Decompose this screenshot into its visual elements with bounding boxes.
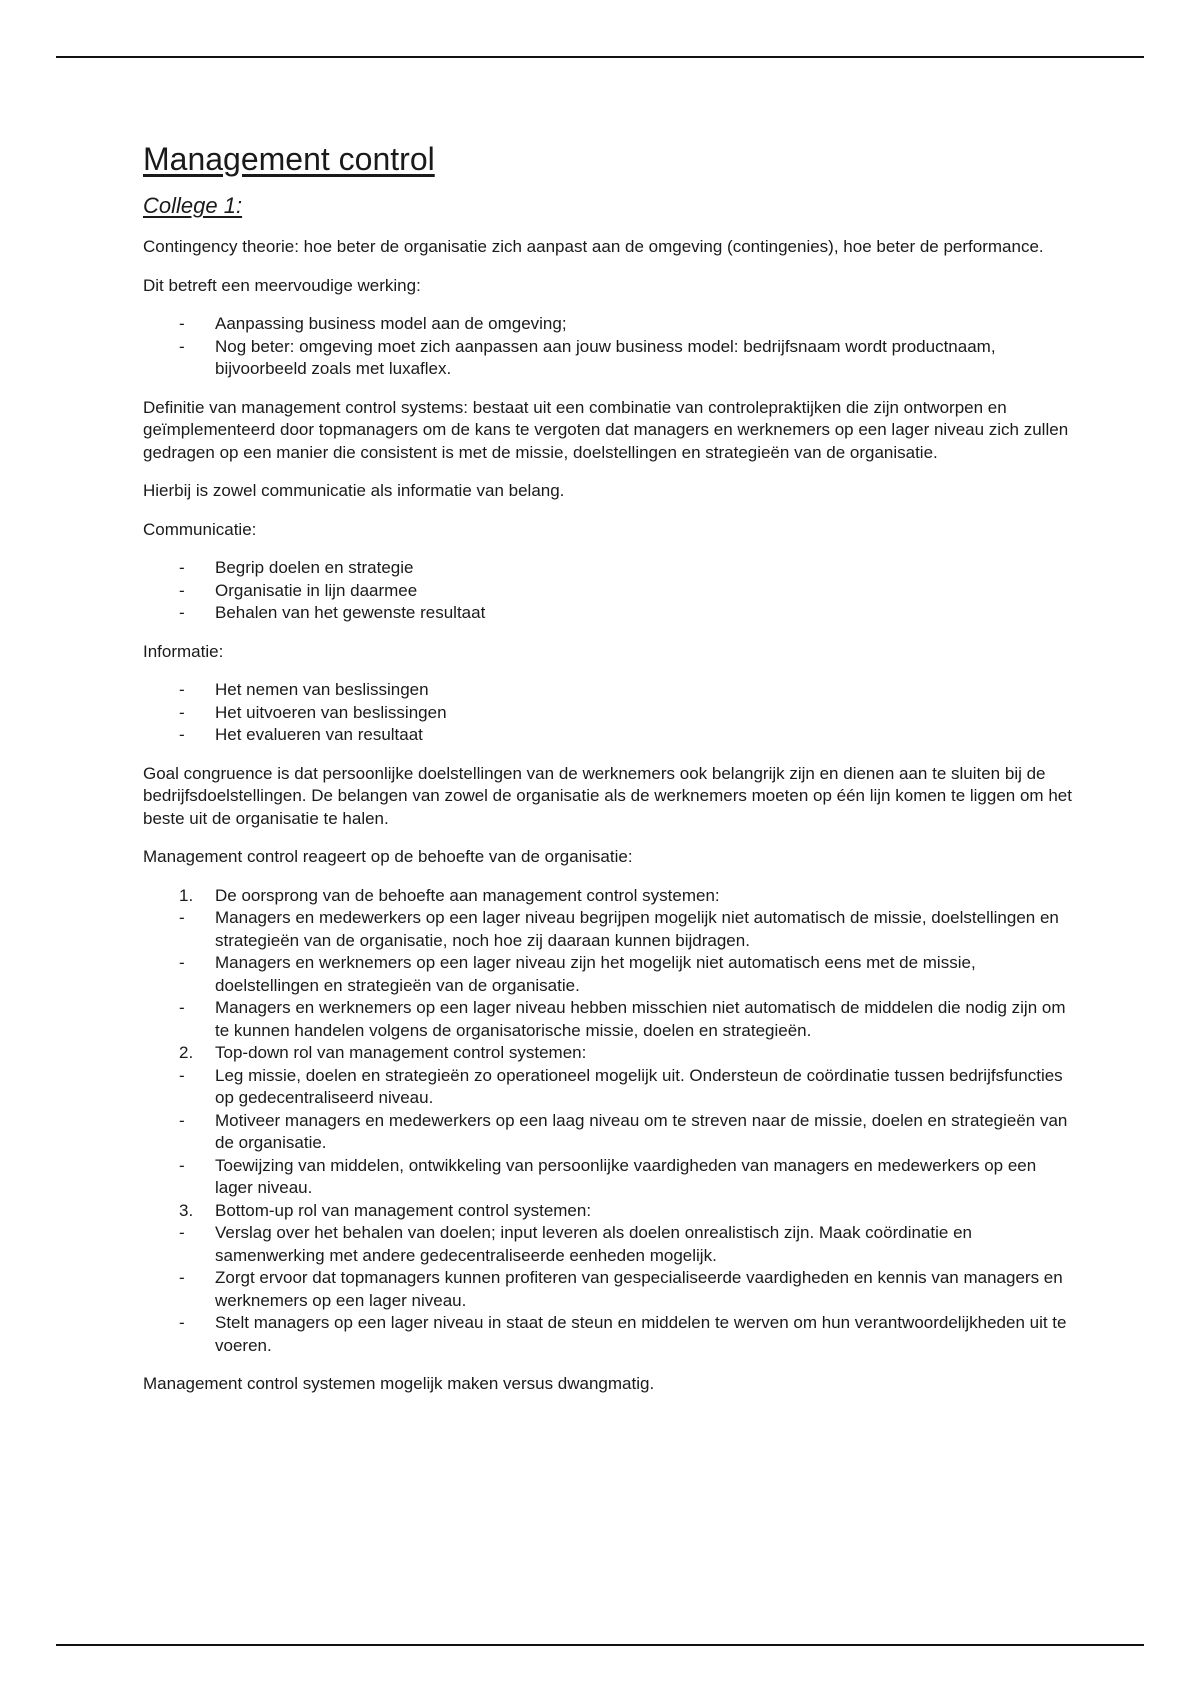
list-item	[143, 952, 1073, 997]
list-communicatie	[143, 557, 1073, 625]
list-item	[143, 313, 1073, 336]
list-meervoudig	[143, 313, 1073, 381]
list-dash: -	[179, 725, 185, 744]
list-item-text: Verslag over het behalen van doelen; input leveren als doelen onrealistisch zijn. Maak coördinatie en samenwerking met andere gedecentraliseerde eenheden mogelijk.	[215, 1223, 972, 1265]
list-marker: -	[179, 953, 185, 972]
paragraph-goal-congruence: Goal congruence is dat persoonlijke doelstellingen van de werknemers ook belangrijk zijn en dienen aan te sluiten bij de bedrijfsdoelstellingen. De belangen van zowel de organisatie als de werknemers moeten op één lijn komen te liggen om het beste uit de organisatie te halen.	[143, 763, 1072, 828]
list-item-text: Bottom-up rol van management control systemen:	[215, 1200, 592, 1220]
list-marker: 3.	[179, 1200, 194, 1220]
list-item	[143, 1312, 1073, 1357]
list-marker: -	[179, 1155, 185, 1175]
list-item-text: Begrip doelen en strategie	[215, 558, 414, 577]
list-item-text: Nog beter: omgeving moet zich aanpassen aan jouw business model: bedrijfsnaam wordt productnaam, bijvoorbeeld zoals met luxaflex.	[215, 336, 996, 378]
list-item-text: Het nemen van beslissingen	[215, 680, 429, 699]
list-item	[143, 1110, 1073, 1155]
list-item-text: Managers en werknemers op een lager niveau zijn het mogelijk niet automatisch eens met de missie, doelstellingen en strategieën van de organisatie.	[215, 953, 976, 995]
list-marker: 2.	[179, 1043, 194, 1062]
list-dash: -	[179, 680, 185, 699]
list-item	[143, 336, 1073, 381]
list-item-text: Leg missie, doelen en strategieën zo operationeel mogelijk uit. Ondersteun de coördinatie tussen bedrijfsfuncties op gedecentraliseerd niveau.	[215, 1065, 1063, 1107]
list-item	[143, 602, 1073, 625]
list-marker: -	[179, 908, 185, 927]
list-item-text: Het uitvoeren van beslissingen	[215, 702, 447, 722]
list-dash: -	[179, 603, 185, 622]
paragraph-contingency: Contingency theorie: hoe beter de organisatie zich aanpast aan de omgeving (contingenies), hoe beter de performance.	[143, 237, 1044, 256]
list-marker: -	[179, 1223, 185, 1242]
paragraph-hierbij: Hierbij is zowel communicatie als informatie van belang.	[143, 481, 565, 500]
list-marker: -	[179, 1268, 185, 1287]
list-item-text: Motiveer managers en medewerkers op een laag niveau om te streven naar de missie, doelen en strategieën van de organisatie.	[215, 1110, 1068, 1152]
list-item	[143, 885, 1073, 908]
list-item-text: Top-down rol van management control systemen:	[215, 1043, 587, 1062]
list-dash: -	[179, 336, 185, 356]
list-item-text: Managers en werknemers op een lager niveau hebben misschien niet automatisch de middelen die nodig zijn om te kunnen handelen volgens de organisatorische missie, doelen en strategieën.	[215, 998, 1066, 1040]
list-marker: -	[179, 1065, 185, 1085]
list-item-text: Organisatie in lijn daarmee	[215, 580, 418, 600]
paragraph-definitie: Definitie van management control systems: bestaat uit een combinatie van controlepraktijken die zijn ontworpen en geïmplementeerd door topmanagers om de kans te vergoten dat managers en werknemers op een lager niveau zich zullen gedragen op een manier die consistent is met de missie, doelstellingen en strategieën van de organisatie.	[143, 397, 1069, 462]
list-item	[143, 1222, 1073, 1267]
paragraph-informatie: Informatie:	[143, 641, 224, 661]
list-dash: -	[179, 580, 185, 600]
list-item	[143, 907, 1073, 952]
list-item	[143, 1042, 1073, 1065]
section-subtitle: College 1:	[143, 193, 243, 218]
top-rule	[56, 56, 1144, 58]
list-item	[143, 679, 1073, 702]
paragraph-reageert: Management control reageert op de behoefte van de organisatie:	[143, 847, 633, 866]
list-item	[143, 1200, 1073, 1223]
bottom-rule	[56, 1644, 1144, 1646]
list-dash: -	[179, 314, 185, 333]
paragraph-communicatie: Communicatie:	[143, 519, 257, 539]
document-body	[143, 140, 1073, 1412]
list-item-text: Managers en medewerkers op een lager niveau begrijpen mogelijk niet automatisch de missie, doelstellingen en strategieën van de organisatie, noch hoe zij daaraan kunnen bijdragen.	[215, 908, 1059, 950]
list-item	[143, 1155, 1073, 1200]
list-item	[143, 557, 1073, 580]
list-dash: -	[179, 558, 185, 577]
list-marker: 1.	[179, 885, 194, 905]
list-item	[143, 1267, 1073, 1312]
list-item	[143, 997, 1073, 1042]
list-item-text: Stelt managers op een lager niveau in staat de steun en middelen te werven om hun verantwoordelijkheden uit te voeren.	[215, 1313, 1067, 1355]
paragraph-slot: Management control systemen mogelijk maken versus dwangmatig.	[143, 1374, 655, 1393]
list-item-text: Aanpassing business model aan de omgeving;	[215, 314, 567, 333]
paragraph-meervoudig: Dit betreft een meervoudige werking:	[143, 275, 421, 295]
list-main	[143, 885, 1073, 1358]
list-informatie	[143, 679, 1073, 747]
list-marker: -	[179, 1110, 185, 1130]
list-item-text: Het evalueren van resultaat	[215, 725, 423, 744]
list-item-text: Toewijzing van middelen, ontwikkeling van persoonlijke vaardigheden van managers en medewerkers op een lager niveau.	[215, 1155, 1037, 1197]
page-title: Management control	[143, 141, 435, 177]
list-item-text: De oorsprong van de behoefte aan management control systemen:	[215, 885, 720, 905]
list-item	[143, 1065, 1073, 1110]
list-item-text: Behalen van het gewenste resultaat	[215, 603, 486, 622]
list-dash: -	[179, 702, 185, 722]
list-item	[143, 724, 1073, 747]
list-item	[143, 702, 1073, 725]
list-marker: -	[179, 1313, 185, 1332]
list-item	[143, 580, 1073, 603]
list-marker: -	[179, 998, 185, 1017]
list-item-text: Zorgt ervoor dat topmanagers kunnen profiteren van gespecialiseerde vaardigheden en kennis van managers en werknemers op een lager niveau.	[215, 1268, 1063, 1310]
